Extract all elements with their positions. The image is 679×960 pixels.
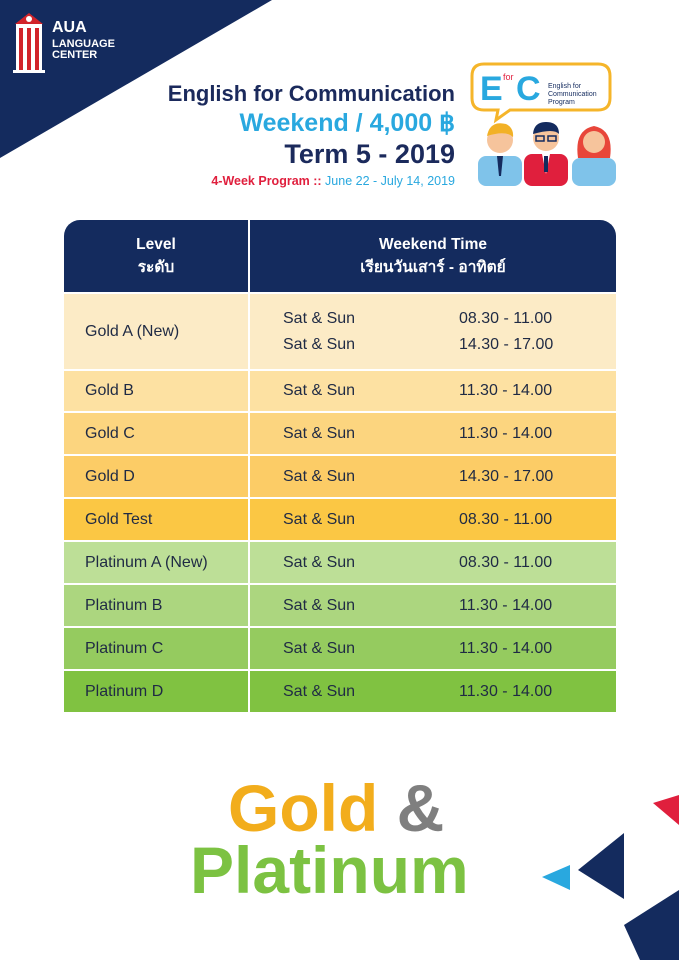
slot-days: Sat & Sun [283, 424, 356, 442]
slot-hours: 11.30 - 14.00 [459, 424, 553, 442]
table-row [64, 585, 616, 626]
level-cell: Gold C [64, 413, 248, 454]
table-row [64, 456, 616, 497]
program-dates-line [120, 172, 455, 190]
table-row [64, 413, 616, 454]
table-row [64, 671, 616, 712]
title-block [120, 80, 455, 190]
time-slot [250, 421, 616, 447]
header-level [64, 220, 248, 292]
table-row [64, 371, 616, 411]
level-cell: Gold A (New) [64, 294, 248, 369]
level-cell: Platinum A (New) [64, 542, 248, 583]
slot-days: Sat & Sun [283, 553, 356, 571]
time-slot [250, 464, 616, 490]
header-time-en: Weekend Time [379, 236, 487, 253]
person-woman-icon [572, 126, 616, 186]
slot-hours: 11.30 - 14.00 [459, 382, 553, 399]
time-slot [250, 507, 616, 533]
platinum-word: Platinum [190, 833, 469, 907]
level-cell: Platinum C [64, 628, 248, 669]
time-slot [250, 593, 616, 619]
slot-hours: 08.30 - 11.00 [459, 309, 553, 327]
aua-emblem-icon [10, 12, 48, 74]
efc-caption-1: English for [548, 83, 582, 90]
time-cell [250, 456, 616, 497]
program-dates: June 22 - July 14, 2019 [325, 174, 455, 188]
logo-line-center: CENTER [52, 49, 98, 62]
time-slot [250, 636, 616, 662]
table-row [64, 294, 616, 369]
person-glasses-icon [524, 122, 568, 186]
time-cell [250, 499, 616, 540]
slot-days: Sat & Sun [283, 309, 356, 327]
time-cell [250, 542, 616, 583]
efc-letter-e: E [480, 70, 503, 108]
slot-hours: 11.30 - 14.00 [459, 596, 553, 614]
efc-letter-c: C [516, 70, 541, 108]
efc-speech-bubble-icon [470, 58, 620, 188]
efc-caption-2: Communication [548, 91, 597, 98]
course-term: Term 5 - 2019 [284, 139, 455, 169]
slot-hours: 11.30 - 14.00 [459, 682, 553, 700]
level-cell: Gold D [64, 456, 248, 497]
header-time [250, 220, 616, 292]
gold-word: Gold [228, 771, 379, 845]
level-cell: Gold Test [64, 499, 248, 540]
slot-hours: 08.30 - 11.00 [459, 553, 553, 571]
header-level-th: ระดับ [137, 259, 175, 276]
triangle-decoration [540, 795, 679, 960]
course-price: Weekend / 4,000 ฿ [239, 109, 455, 137]
level-cell: Platinum B [64, 585, 248, 626]
header-level-en: Level [136, 236, 176, 253]
slot-hours: 08.30 - 11.00 [459, 510, 553, 528]
slot-days: Sat & Sun [283, 596, 356, 614]
efc-caption-3: Program [548, 99, 575, 106]
slot-days: Sat & Sun [283, 682, 356, 700]
schedule-table [64, 220, 616, 712]
table-row [64, 628, 616, 669]
table-body [64, 294, 616, 712]
table-row [64, 499, 616, 540]
time-slot [250, 378, 616, 404]
efc-letter-for: for [503, 72, 514, 82]
time-slot [250, 332, 616, 358]
table-header [64, 220, 616, 292]
time-cell [250, 294, 616, 369]
time-cell [250, 628, 616, 669]
logo-line-language: LANGUAGE [52, 37, 115, 50]
slot-days: Sat & Sun [283, 467, 356, 485]
time-cell [250, 413, 616, 454]
person-man-icon [478, 123, 522, 186]
time-cell [250, 585, 616, 626]
logo-text [52, 20, 115, 62]
time-slot [250, 550, 616, 576]
gold-line [228, 771, 445, 845]
slot-hours: 14.30 - 17.00 [459, 335, 554, 353]
slot-hours: 14.30 - 17.00 [459, 467, 554, 485]
slot-days: Sat & Sun [283, 639, 356, 657]
slot-days: Sat & Sun [283, 510, 356, 528]
slot-hours: 11.30 - 14.00 [459, 639, 553, 657]
slot-days: Sat & Sun [283, 382, 356, 399]
header-time-th: เรียนวันเสาร์ - อาทิตย์ [360, 259, 506, 276]
time-slot [250, 679, 616, 705]
program-length: 4-Week Program :: [211, 174, 322, 188]
time-cell [250, 371, 616, 411]
aua-logo [10, 12, 130, 82]
level-cell: Gold B [64, 371, 248, 411]
ampersand: & [396, 771, 445, 845]
level-cell: Platinum D [64, 671, 248, 712]
time-cell [250, 671, 616, 712]
slot-days: Sat & Sun [283, 335, 356, 353]
time-slot [250, 306, 616, 332]
table-row [64, 542, 616, 583]
efc-logo [470, 58, 620, 188]
course-title: English for Communication [167, 81, 455, 106]
logo-line-aua: AUA [52, 19, 87, 36]
